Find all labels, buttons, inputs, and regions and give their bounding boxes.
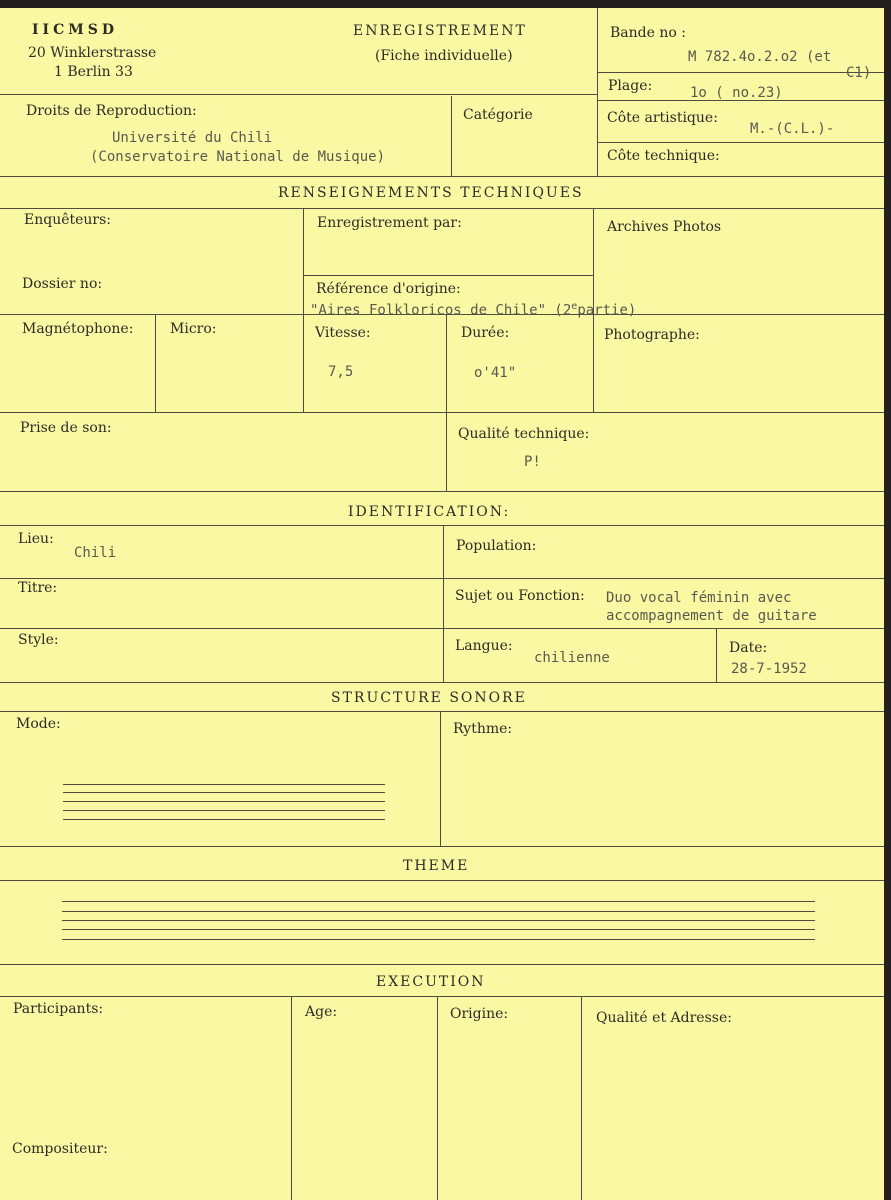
org-logo: IICMSD xyxy=(32,22,118,38)
rule xyxy=(0,525,884,526)
section-title-structure: STRUCTURE SONORE xyxy=(331,690,527,706)
langue-label: Langue: xyxy=(455,638,513,654)
sujet-value-1: Duo vocal féminin avec xyxy=(606,590,792,606)
rule xyxy=(440,711,441,846)
vitesse-label: Vitesse: xyxy=(315,325,371,341)
mode-staff xyxy=(63,784,385,824)
qualite-technique-value: P! xyxy=(524,454,541,470)
lieu-label: Lieu: xyxy=(18,531,54,547)
titre-label: Titre: xyxy=(18,580,58,596)
reference-value xyxy=(310,301,636,319)
lieu-value: Chili xyxy=(74,545,117,561)
rule xyxy=(0,491,884,492)
origine-label: Origine: xyxy=(450,1006,509,1022)
mode-label: Mode: xyxy=(16,716,61,732)
cote-artistique-label: Côte artistique: xyxy=(607,110,718,126)
rule xyxy=(291,996,292,1200)
cote-artistique-value: M.-(C.L.)- xyxy=(750,121,835,137)
address-line-2: 1 Berlin 33 xyxy=(54,64,133,80)
age-label: Age: xyxy=(305,1004,338,1020)
categorie-label: Catégorie xyxy=(463,107,533,123)
rule xyxy=(0,412,884,413)
rule xyxy=(0,711,884,712)
theme-staff xyxy=(62,901,815,945)
style-label: Style: xyxy=(18,632,59,648)
date-value: 28-7-1952 xyxy=(731,661,807,677)
rule xyxy=(0,996,884,997)
duree-value: o'41" xyxy=(474,365,517,381)
form-subtitle: (Fiche individuelle) xyxy=(375,48,513,64)
date-label: Date: xyxy=(729,640,768,656)
rule xyxy=(0,628,884,629)
dossier-label: Dossier no: xyxy=(22,276,103,292)
sujet-label: Sujet ou Fonction: xyxy=(455,588,585,604)
rule xyxy=(303,275,593,276)
bande-value: M 782.4o.2.o2 (et xyxy=(688,49,832,65)
magnetophone-label: Magnétophone: xyxy=(22,321,134,337)
rule xyxy=(303,208,304,412)
micro-label: Micro: xyxy=(170,321,217,337)
rule xyxy=(716,628,717,682)
rule xyxy=(597,8,598,176)
participants-label: Participants: xyxy=(13,1001,104,1017)
photographe-label: Photographe: xyxy=(604,327,700,343)
rule xyxy=(0,578,884,579)
rule xyxy=(0,682,884,683)
enqueteurs-label: Enquêteurs: xyxy=(24,212,112,228)
rule xyxy=(597,72,884,73)
form-title: ENREGISTREMENT xyxy=(353,23,527,39)
rule xyxy=(0,964,884,965)
compositeur-label: Compositeur: xyxy=(12,1141,108,1157)
archives-photos-label: Archives Photos xyxy=(607,219,722,235)
duree-label: Durée: xyxy=(461,325,510,341)
rule xyxy=(446,314,447,491)
rule xyxy=(451,96,452,176)
section-title-theme: THEME xyxy=(403,858,470,874)
qualite-technique-label: Qualité technique: xyxy=(458,426,590,442)
prise-de-son-label: Prise de son: xyxy=(20,420,112,436)
rythme-label: Rythme: xyxy=(453,721,513,737)
rule xyxy=(437,996,438,1200)
address-line-1: 20 Winklerstrasse xyxy=(28,45,157,61)
reference-tail: partie) xyxy=(577,302,637,319)
section-title-identification: IDENTIFICATION: xyxy=(348,504,511,520)
droits-value-2: (Conservatoire National de Musique) xyxy=(90,149,386,165)
rule xyxy=(597,142,884,143)
rule xyxy=(581,996,582,1200)
population-label: Population: xyxy=(456,538,537,554)
reference-label: Référence d'origine: xyxy=(316,281,461,297)
rule xyxy=(0,880,884,881)
vitesse-value: 7,5 xyxy=(328,364,354,380)
rule xyxy=(0,94,597,95)
plage-label: Plage: xyxy=(608,78,653,94)
sujet-value-2: accompagnement de guitare xyxy=(606,608,817,624)
bande-value-cont: C1) xyxy=(846,65,872,81)
section-title-tech: RENSEIGNEMENTS TECHNIQUES xyxy=(278,185,584,201)
enregistrement-par-label: Enregistrement par: xyxy=(317,215,462,231)
droits-value-1: Université du Chili xyxy=(112,130,273,146)
rule xyxy=(443,525,444,682)
record-card xyxy=(0,8,884,1200)
bande-label: Bande no : xyxy=(610,25,686,41)
droits-label: Droits de Reproduction: xyxy=(26,103,197,119)
plage-value: 1o ( no.23) xyxy=(690,85,783,101)
cote-technique-label: Côte technique: xyxy=(607,148,720,164)
qualite-adresse-label: Qualité et Adresse: xyxy=(596,1010,732,1026)
rule xyxy=(0,176,884,177)
langue-value: chilienne xyxy=(534,650,610,666)
rule xyxy=(155,314,156,412)
section-title-execution: EXECUTION xyxy=(376,974,486,990)
reference-text: "Aires Folkloricos de Chile" (2 xyxy=(310,302,572,319)
rule xyxy=(0,846,884,847)
rule xyxy=(0,208,884,209)
reference-sup: e xyxy=(571,301,578,312)
